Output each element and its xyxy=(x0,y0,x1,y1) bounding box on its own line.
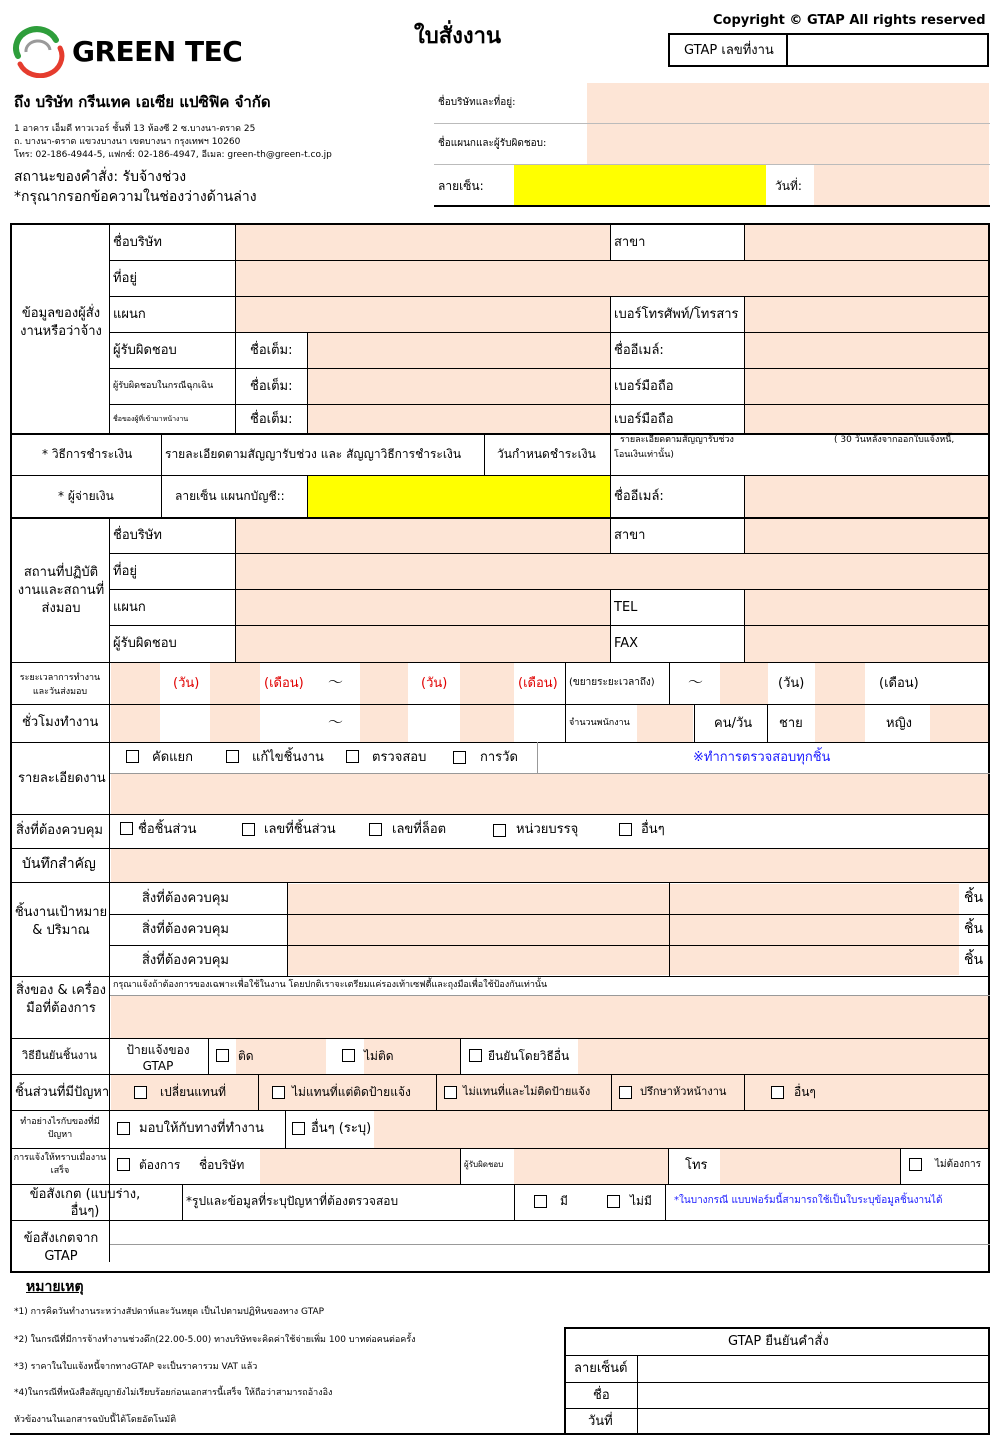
hand-over-checkbox[interactable] xyxy=(117,1122,130,1135)
payment-method-label: * วิธีการชำระเงิน xyxy=(42,447,133,461)
to-company: ถึง บริษัท กรีนเทค เอเซีย แปซิฟิค จำกัด xyxy=(14,93,271,111)
target-row-2-unit: ชิ้น xyxy=(964,921,984,937)
handling-label: ทำอย่างไรกับของที่มีปัญหา xyxy=(20,1117,100,1140)
defect-other-label: อื่นๆ xyxy=(794,1085,816,1099)
copyright-text: Copyright © GTAP All rights reserved xyxy=(713,13,986,28)
site-person-label: ผู้รับผิดชอบ xyxy=(113,636,177,651)
consult-supervisor-checkbox[interactable] xyxy=(619,1086,632,1099)
site-section-label: สถานที่ปฏิบัติงานและสถานที่ส่งมอบ xyxy=(17,565,105,616)
period-tilde: 〜 xyxy=(328,673,344,691)
part-number-checkbox[interactable] xyxy=(242,823,255,836)
date-label: วันที่: xyxy=(775,179,802,193)
orderer-signature-field[interactable] xyxy=(514,165,766,205)
address-line-3: โทร: 02-186-4944-5, แฟกซ์: 02-186-4947, อีเมล: green-th@green-t.co.jp xyxy=(14,150,332,160)
hand-over-option-label: มอบให้กับทางที่ทำงาน xyxy=(139,1121,264,1136)
end-month-unit: (เดือน) xyxy=(518,676,558,691)
payment-due-note-2: โอนเงินเท่านั้น) xyxy=(614,450,674,460)
measurement-checkbox[interactable] xyxy=(453,751,466,764)
footer-note-2: *2) ในกรณีที่มีการจ้างทำงานช่วงดึก(22.00-5.00) ทางบริษัทจะคิดค่าใช้จ่ายเพิ่ม 100 บาทต่อคนต่อครั้ง xyxy=(14,1335,416,1345)
fill-note: *กรุณากรอกข้อความในช่องว่างด้านล่าง xyxy=(14,189,257,205)
notify-person-label: ผู้รับผิดชอบ xyxy=(464,1160,504,1169)
target-label: ชิ้นงานเป้าหมาย & ปริมาณ xyxy=(14,905,108,938)
no-replace-tag-checkbox[interactable] xyxy=(272,1086,285,1099)
site-branch-label: สาขา xyxy=(614,528,646,543)
rework-option-label: แก้ไขชิ้นงาน xyxy=(252,750,324,765)
handling-other-option-label: อื่นๆ (ระบุ) xyxy=(311,1121,372,1136)
hours-tilde: 〜 xyxy=(328,713,344,731)
extend-day-unit: (วัน) xyxy=(778,676,805,691)
remarks-yes-checkbox[interactable] xyxy=(534,1195,547,1208)
site-company-label: ชื่อบริษัท xyxy=(113,528,163,543)
visitor-mobile-label: เบอร์มือถือ xyxy=(614,412,674,427)
footer-note-5: หัวข้องานในเอกสารฉบับนี้ได้โดยอัตโนมัติ xyxy=(14,1415,177,1425)
orderer-email-label: ชื่ออีเมล์: xyxy=(614,343,664,358)
site-fax-label: FAX xyxy=(614,636,639,651)
gtap-remarks-field[interactable] xyxy=(111,1221,988,1271)
notify-label: การแจ้งให้ทราบเมื่องานเสร็จ xyxy=(13,1153,107,1176)
tag-not-attached-checkbox[interactable] xyxy=(342,1049,355,1062)
payment-due-label: วันกำหนดชำระเงิน xyxy=(497,447,596,461)
control-other-option-label: อื่นๆ xyxy=(641,822,665,837)
emergency-fullname-label: ชื่อเต็ม: xyxy=(250,379,293,394)
remarks-form-note: *ในบางกรณี แบบฟอร์มนี้สามารถใช้เป็นใบระบุข้อมูลชิ้นงานได้ xyxy=(674,1195,943,1206)
defect-label: ชิ้นส่วนที่มีปัญหา xyxy=(15,1085,110,1100)
target-row-3-unit: ชิ้น xyxy=(964,952,984,968)
orderer-phone-label: เบอร์โทรศัพท์/โทรสาร xyxy=(614,307,739,322)
page-title: ใบสั่งงาน xyxy=(414,24,502,49)
tag-not-attached-label: ไม่ติด xyxy=(364,1049,394,1063)
dept-person-label: ชื่อแผนกและผู้รับผิดชอบ: xyxy=(438,138,547,149)
orderer-branch-label: สาขา xyxy=(614,235,646,250)
packing-unit-option-label: หน่วยบรรจุ xyxy=(516,822,579,837)
gtap-signature-label: ลายเซ็นต์ xyxy=(574,1361,628,1376)
footer-note-1: *1) การคิดวันทำงานระหว่างสัปดาห์และวันหยุด เป็นไปตามปฏิทินของทาง GTAP xyxy=(14,1307,325,1317)
no-replace-tag-label: ไม่แทนที่แต่ติดป้ายแจ้ง xyxy=(292,1085,411,1099)
gtap-confirm-title: GTAP ยืนยันคำสั่ง xyxy=(728,1334,829,1349)
emergency-mobile-label: เบอร์มือถือ xyxy=(614,379,674,394)
rework-checkbox[interactable] xyxy=(226,750,239,763)
end-day-unit: (วัน) xyxy=(421,676,448,691)
remarks-no-checkbox[interactable] xyxy=(607,1195,620,1208)
control-items-label: สิ่งที่ต้องควบคุม xyxy=(16,823,103,838)
period-label: ระยะเวลาการทำงานและวันส่งมอบ xyxy=(19,673,101,697)
gtap-job-number-field[interactable] xyxy=(790,36,987,65)
company-address-field[interactable] xyxy=(587,83,989,123)
measurement-option-label: การวัด xyxy=(480,750,518,765)
remarks-no-label: ไม่มี xyxy=(630,1194,652,1208)
green-tec-logo-icon xyxy=(10,26,66,78)
confirm-other-label: ยืนยันโดยวิธีอื่น xyxy=(488,1049,570,1063)
footer-title: หมายเหตุ xyxy=(26,1279,84,1295)
accounting-signature-label: ลายเซ็น แผนกบัญชี:: xyxy=(175,489,285,503)
start-month-unit: (เดือน) xyxy=(264,676,304,691)
payer-label: * ผู้จ่ายเงิน xyxy=(58,489,114,503)
company-logo-text: GREEN TEC xyxy=(72,35,243,68)
target-row-3-label: สิ่งที่ต้องควบคุม xyxy=(142,953,229,968)
extend-tilde: 〜 xyxy=(688,673,704,691)
address-line-1: 1 อาคาร เอ็มดี ทาวเวอร์ ชั้นที่ 13 ห้องซี 2 ซ.บางนา-ตราด 25 xyxy=(14,124,256,134)
notify-company-label: ชื่อบริษัท xyxy=(199,1158,245,1172)
site-address-label: ที่อยู่ xyxy=(113,564,137,579)
confirm-label: วิธียืนยันชิ้นงาน xyxy=(22,1049,97,1062)
tools-label: สิ่งของ & เครื่องมือที่ต้องการ xyxy=(15,983,106,1016)
no-replace-no-tag-label: ไม่แทนที่และไม่ติดป้ายแจ้ง xyxy=(463,1085,591,1098)
payment-due-note-3: ( 30 วันหลังจากออกใบแจ้งหนี้, xyxy=(834,435,955,445)
gtap-name-label: ชื่อ xyxy=(593,1388,610,1403)
inspection-option-label: ตรวจสอบ xyxy=(372,750,427,765)
per-day-label: คน/วัน xyxy=(714,716,753,731)
site-department-label: แผนก xyxy=(113,600,146,615)
defect-other-checkbox[interactable] xyxy=(771,1086,784,1099)
footer-note-3: *3) ราคาในใบแจ้งหนี้จากทางGTAP จะเป็นราคารวม VAT แล้ว xyxy=(14,1362,258,1372)
gtap-name-field[interactable] xyxy=(639,1384,988,1407)
part-number-option-label: เลขที่ชิ้นส่วน xyxy=(264,822,336,837)
site-visitor-label: ชื่อของผู้ที่เข้ามาหน้างาน xyxy=(113,415,189,423)
gtap-job-number-label: GTAP เลขที่งาน xyxy=(684,43,774,58)
extend-label: (ขยายระยะเวลาถึง) xyxy=(569,677,655,688)
replace-option-label: เปลี่ยนแทนที่ xyxy=(160,1085,227,1099)
handling-other-checkbox[interactable] xyxy=(292,1122,305,1135)
gtap-remarks-label: ข้อสังเกตจาก GTAP xyxy=(23,1231,99,1264)
gtap-tag-label: ป้ายแจ้งของ GTAP xyxy=(126,1043,190,1073)
order-date-field[interactable] xyxy=(814,165,989,205)
orderer-section-label: ข้อมูลของผู้สั่งงานหรือว่าจ้าง xyxy=(20,306,102,339)
payment-method-value: รายละเอียดตามสัญญารับช่วง และ สัญญาวิธีการชำระเงิน xyxy=(165,447,462,461)
tag-attached-checkbox[interactable] xyxy=(216,1049,229,1062)
footer-note-4: *4)ในกรณีที่หนังสือสัญญายังไม่เรียบร้อยก่อนเอกสารนี้เสร็จ ให้ถือว่าสามารถอ้างอิง xyxy=(14,1388,333,1398)
payment-due-note-1: รายละเอียดตามสัญญารับช่วง xyxy=(620,435,734,445)
orderer-company-label: ชื่อบริษัท xyxy=(113,235,163,250)
target-row-1-label: สิ่งที่ต้องควบคุม xyxy=(142,891,229,906)
inspection-checkbox[interactable] xyxy=(346,750,359,763)
orderer-address-label: ที่อยู่ xyxy=(113,271,137,286)
remarks-yes-label: มี xyxy=(560,1194,568,1208)
sorting-option-label: คัดแยก xyxy=(152,750,194,765)
extend-month-unit: (เดือน) xyxy=(879,676,919,691)
emergency-contact-label: ผู้รับผิดชอบในกรณีฉุกเฉิน xyxy=(113,381,214,391)
hours-label: ชั่วโมงทำงาน xyxy=(22,715,99,730)
confirm-other-checkbox[interactable] xyxy=(469,1049,482,1062)
signature-label: ลายเซ็น: xyxy=(438,179,484,193)
start-day-unit: (วัน) xyxy=(173,676,200,691)
inspect-all-note: ※ทำการตรวจสอบทุกชิ้น xyxy=(693,750,831,765)
target-row-2-label: สิ่งที่ต้องควบคุม xyxy=(142,922,229,937)
male-label: ชาย xyxy=(779,716,803,731)
company-address-label: ชื่อบริษัทและที่อยู่: xyxy=(438,97,516,108)
packing-unit-checkbox[interactable] xyxy=(493,824,506,837)
notify-not-required-checkbox[interactable] xyxy=(909,1158,922,1171)
worker-count-label: จำนวนพนักงาน xyxy=(569,718,630,728)
visitor-fullname-label: ชื่อเต็ม: xyxy=(250,412,293,427)
target-row-1-unit: ชิ้น xyxy=(964,890,984,906)
tools-note: กรุณาแจ้งถ้าต้องการของเฉพาะเพื่อใช้ในงาน โดยปกติเราจะเตรียมแค่รองเท้าเซฟตี้และถุงมือเพื่อใช้ป้องกันเท่านั้น xyxy=(113,980,548,990)
tag-attached-label: ติด xyxy=(238,1049,254,1063)
lot-number-checkbox[interactable] xyxy=(369,823,382,836)
replace-checkbox[interactable] xyxy=(134,1086,147,1099)
work-detail-label: รายละเอียดงาน xyxy=(18,771,106,786)
part-name-option-label: ชื่อชิ้นส่วน xyxy=(138,822,197,837)
lot-number-option-label: เลขที่ล็อต xyxy=(392,822,447,837)
remarks-label: ข้อสังเกต (แบบร่าง, อื่นๆ) xyxy=(29,1187,141,1219)
no-replace-no-tag-checkbox[interactable] xyxy=(444,1086,457,1099)
orderer-fullname-label: ชื่อเต็ม: xyxy=(250,343,293,358)
notify-tel-label: โทร xyxy=(685,1158,708,1173)
dept-person-field[interactable] xyxy=(587,124,989,164)
part-name-checkbox[interactable] xyxy=(120,822,133,835)
gtap-date-label: วันที่ xyxy=(588,1414,613,1429)
payer-email-label: ชื่ออีเมล์: xyxy=(614,489,664,504)
remarks-question: *รูปและข้อมูลที่ระบุปัญหาที่ต้องตรวจสอบ xyxy=(186,1194,399,1208)
gtap-signature-field[interactable] xyxy=(639,1357,988,1381)
important-note-label: บันทึกสำคัญ xyxy=(22,856,96,872)
female-label: หญิง xyxy=(886,716,912,731)
order-status: สถานะของคำสั่ง: รับจ้างช่วง xyxy=(14,169,187,185)
orderer-person-label: ผู้รับผิดชอบ xyxy=(113,343,177,358)
notify-required-checkbox[interactable] xyxy=(117,1158,130,1171)
notify-required-label: ต้องการ xyxy=(139,1158,181,1172)
notify-not-required-label: ไม่ต้องการ xyxy=(935,1159,982,1170)
consult-supervisor-label: ปรึกษาหัวหน้างาน xyxy=(640,1085,727,1098)
orderer-department-label: แผนก xyxy=(113,307,146,322)
address-line-2: ถ. บางนา-ตราด แขวงบางนา เขตบางนา กรุงเทพฯ 10260 xyxy=(14,137,241,147)
sorting-checkbox[interactable] xyxy=(126,750,139,763)
control-other-checkbox[interactable] xyxy=(619,823,632,836)
gtap-date-field[interactable] xyxy=(639,1410,988,1433)
site-tel-label: TEL xyxy=(614,600,638,615)
